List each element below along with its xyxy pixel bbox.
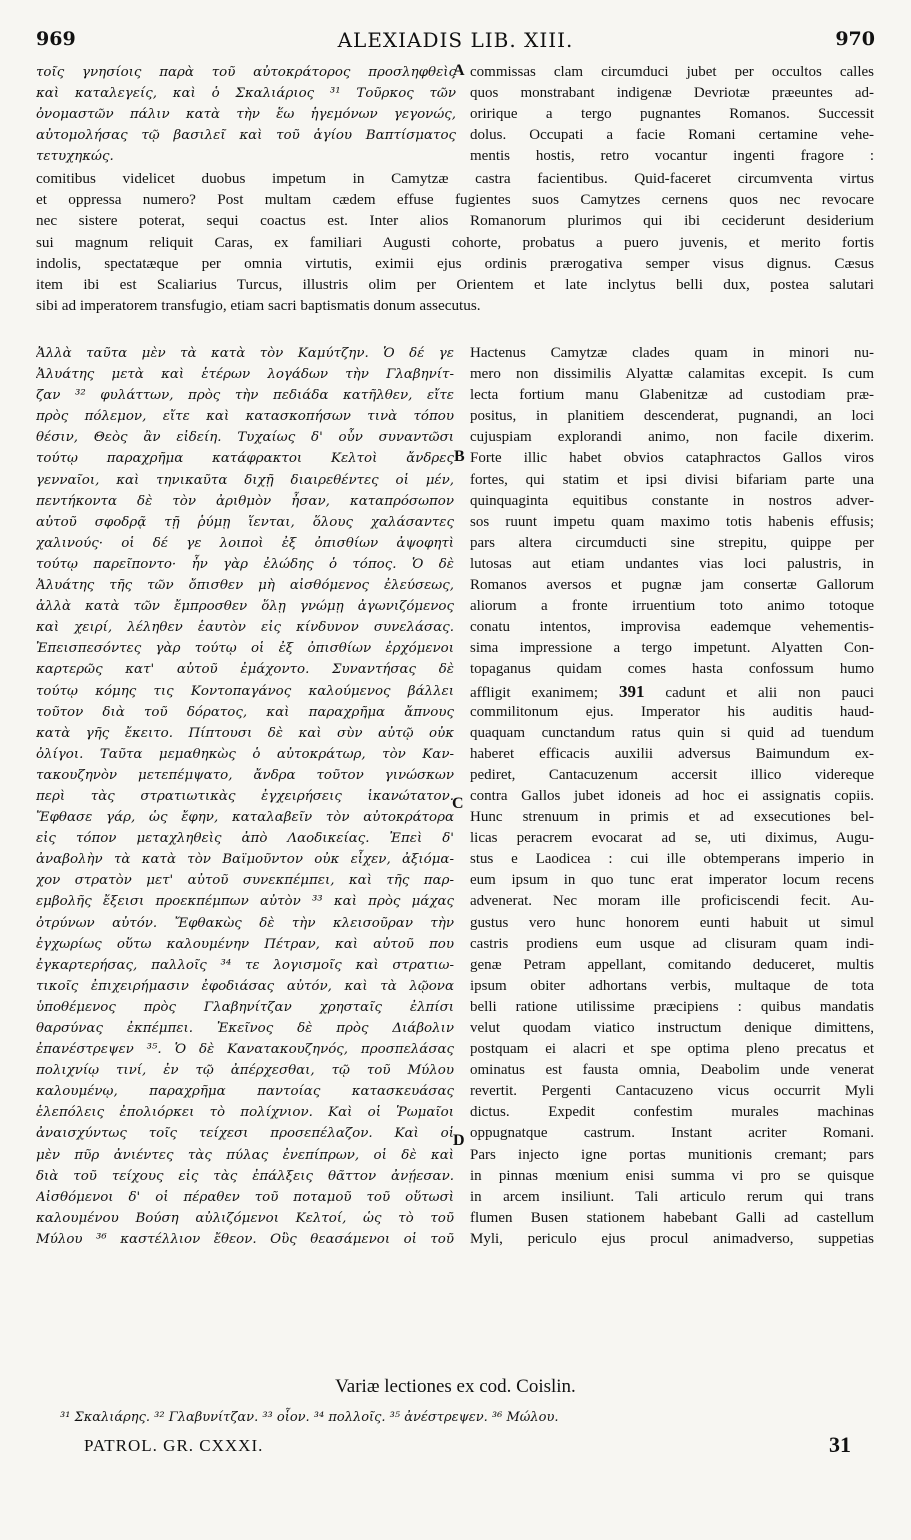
text-line: καὶ χειρί, λέληθεν ἑαυτὸν εἰς κίνδυνον συνελάσας. [36, 620, 454, 636]
greek-main-column [36, 343, 454, 1250]
text-line: τικοῖς ἐπιχειρήμασιν ἐφοδιάσας αὐτόν, καὶ τὰ λῷονα [36, 978, 454, 994]
text-line: καλουμένου Βούση αὐλιζόμενοι Κελτοί, ὡς τὸ τοῦ [36, 1210, 454, 1226]
text-line: commilitonum ejus. Imperator his auditis haud- [470, 703, 874, 720]
text-line: haberet efficacis auxilii adversus Baimundum ex- [470, 745, 874, 762]
top-latin-column [470, 62, 874, 167]
text-line: castris prodiens eum usque ad clisuram quam indi- [470, 935, 874, 952]
margin-letter-a: A [453, 62, 465, 79]
text-line: διὰ τοῦ τείχους εἰς τὰς ἐπάλξεις θᾶττον ἀνῄεσαν. [36, 1168, 454, 1184]
text-line: sui magnum reliquit Caras, ex familiari Augusti cohorte, probatus a puero juvenis, et merito fortis [36, 233, 874, 251]
text-line: ὑποθέμενος πρὸς Γλαβηνίτζαν χρησταῖς ἐλπίσι [36, 999, 454, 1015]
page-header [0, 28, 911, 58]
running-title: ALEXIADIS LIB. XIII. [337, 28, 574, 52]
text-line: indolis, spectatæque per omnia virtutis, eximii ejus ordinis prærogativa semper visus dignus. Cæsus [36, 254, 874, 272]
text-line: pars altera circumducti sine strepitu, quippe per [470, 534, 874, 551]
text-line: εμβολῆς ἔξεισι προεκπέμπων αὐτὸν ³³ καὶ πρὸς μάχας [36, 894, 454, 910]
text-line: ὀλίγοι. Ταῦτα μεμαθηκὼς ὁ αὐτοκράτωρ, τὸν Καν- [36, 746, 454, 762]
text-line: commissas clam circumduci jubet per occultos calles [470, 64, 874, 80]
text-line: Forte illic habet obvios cataphractos Gallos viros [470, 450, 874, 467]
text-line: καὶ καταλεγείς, καὶ ὁ Σκαλιάριος ³¹ Τοῦρκος τῶν [36, 86, 456, 102]
text-line: et oppressa numero? Post multam cædem effuse fugientes suos Camytzes cernens quos nec revocare [36, 191, 874, 209]
text-line: topaganus quidam comes hasta confossum humo [470, 661, 874, 678]
text-line: ὀτρύνων αὐτόν. Ἔφθακὼς δὲ τὴν κλεισοῦραν τὴν [36, 915, 454, 931]
text-line: πολιχνίῳ τινί, ἐν τῷ ἀπέρχεσθαι, τῷ τοῦ Μύλου [36, 1063, 454, 1079]
text-line: ominatus est fausta omnia, Deabolim unde venerat [470, 1062, 874, 1079]
text-line: ἐπανέστρεψεν ³⁵. Ὁ δὲ Κανατακουζηνός, προσπελάσας [36, 1042, 454, 1058]
text-line: oppugnatque castrum. Instant acriter Romani. [470, 1125, 874, 1142]
text-line: sos ruunt impetu quam maximo totis habenis effusis; [470, 513, 874, 530]
text-line: nec sistere poterat, sequi coactus est. Inter alios Romanorum plurimos qui ibi ceciderunt desiderium [36, 212, 874, 230]
text-line: περὶ τὰς στρατιωτικὰς ἐγχειρήσεις ἱκανώτατον. [36, 788, 454, 804]
text-line: pediret, Cantacuzenum accersit illico videreque [470, 766, 874, 783]
text-line: ἀναβολὴν τὰ κατὰ τὸν Βαϊμοῦντον οὐκ εἶχεν, ἀξιόμα- [36, 852, 454, 868]
text-line: θαρσύνας ἐκπέμπει. Ἐκεῖνος δὲ πρὸς Διάβολιν [36, 1021, 454, 1036]
text-line: quos monstrabant indigenæ Devriotæ præeuntes ad- [470, 85, 874, 102]
text-line: ἀλλὰ κατὰ τῶν ἔμπροσθεν ὅλῃ γνώμῃ ἀγωνιζόμενος [36, 599, 454, 615]
text-line: contra Gallos jubet idoneis ad hoc ei assignatis copiis. [470, 787, 874, 804]
text-line: γενναῖοι, καὶ τηνικαῦτα διχῇ διαιρεθέντες οἱ μέν, [36, 472, 454, 488]
text-line: comitibus videlicet duobus impetum in Camytzæ castra facientibus. Quid-faceret circumventa virtus [36, 170, 874, 187]
text-line: mentis hostis, retro vocantur ingenti fragore : [470, 148, 874, 165]
text-line: item ibi est Scaliarius Turcus, illustris olim per Orientem et late inclytus belli dux, postea salutari [36, 275, 874, 293]
text-line: χον στρατὸν μετ' αὐτοῦ συνεκπέμπει, καὶ τῆς παρ- [36, 873, 454, 889]
text-line: conatu intentos, improvisa eademque vehementis- [470, 619, 874, 636]
text-line: postquam ei alacri et spe optima pleno precatus et [470, 1041, 874, 1058]
text-line: καλουμένῳ, παραχρῆμα παντοίας κατασκευάσας [36, 1084, 454, 1100]
text-line: flumen Busen stationem habebant Galli ad castellum [470, 1209, 874, 1226]
text-line: sima impressione a tergo impetunt. Alyatten Con- [470, 640, 874, 657]
text-line: πεντήκοντα δὲ τὸν ἀριθμὸν ἦσαν, καταπρόσωπον [36, 493, 454, 509]
text-line: ἑλεπόλεις ἐπολιόρκει τὸ πολίχνιον. Καὶ οἱ Ῥωμαῖοι [36, 1105, 454, 1121]
text-line: quaquam cunctandum ratus quin si quid ad tuendum [470, 724, 874, 741]
page-number-left: 969 [36, 28, 76, 50]
variae-lectiones-title: Variæ lectiones ex cod. Coislin. [335, 1376, 576, 1397]
text-line: gustus vero hunc honorem eunti habuit ut simul [470, 914, 874, 931]
text-line: oririque a tergo pugnantes Romanos. Successit [470, 106, 874, 123]
text-line: sibi ad imperatorem transfugio, etiam sacri baptismatis donum assecutus. [36, 297, 481, 315]
column-number-marker: 391 [619, 681, 645, 701]
text-line: cujuspiam explorandi animo, non facile dixerim. [470, 429, 874, 446]
text-line: κατὰ γῆς ἔκειτο. Πίπτουσι δὲ καὶ σὺν αὐτῷ οὐκ [36, 725, 454, 741]
text-line: τακουζηνὸν μετεπέμψατο, ἄνδρα τοῦτον γινώσκων [36, 767, 454, 783]
text-line: ἀναισχύντως τοῖς τείχεσι προσεπέλαζον. Καὶ οἱ [36, 1126, 454, 1142]
full-width-latin [36, 168, 874, 316]
text-line: ἐγκαρτερήσας, παλλοῖς ³⁴ τε λογισμοῖς καὶ στρατιω- [36, 957, 454, 973]
text-line: quinquaginta equitibus constante in nostros adver- [470, 492, 874, 509]
text-line: velut quodam viatico instructum denique dimittens, [470, 1020, 874, 1036]
text-line: fortes, qui statim et ipsi divisi bifariam parte una [470, 471, 874, 488]
text-line: θέσιν, Θεὸς ἂν εἰδείη. Τυχαίως δ' οὖν συναντῶσι [36, 430, 454, 446]
text-line: positus, in planitiem descenderat, pugnandi, an loci [470, 408, 874, 425]
text-line: Myli, periculo ejus procul animadverso, suppetias [470, 1230, 874, 1247]
text-line: αὐτομολήσας τῷ βασιλεῖ καὶ τοῦ ἁγίου Βαπτίσματος [36, 128, 456, 144]
text-line: τετυχηκώς. [36, 149, 114, 165]
text-line: Ἔφθασε γάρ, ὡς ἔφην, καταλαβεῖν τὸν αὐτοκράτορα [36, 810, 454, 826]
text-line: affligit exanimem; 391 cadunt et alii non pauci [470, 681, 874, 701]
margin-letter-b: B [454, 448, 465, 465]
text-line: aliorum a fronte irruentium toto animo totoque [470, 598, 874, 615]
page-number-right: 970 [835, 28, 875, 50]
text-line: τούτῳ παραχρῆμα κατάφρακτοι Κελτοὶ ἄνδρες [36, 451, 454, 467]
text-line: advenerat. Nec moram ille proficiscendi fecit. Au- [470, 893, 874, 910]
text-line: in arcem insiliunt. Tali articulo rerum qui trans [470, 1188, 874, 1205]
text-line: ipsum obiter adhortans verbis, multaque de tota [470, 977, 874, 994]
text-line: lecta fortium manu Glabenitzæ ad custodiam præ- [470, 387, 874, 404]
text-line: belli ratione utilissime præcipiens : quibus mandatis [470, 998, 874, 1015]
text-line: τούτῳ παρεῖποντο· ἦν γὰρ ἐλώδης ὁ τόπος. Ὁ δὲ [36, 556, 454, 572]
text-line: Ἀλυάτης τῆς τῶν ὄπισθεν μὴ αἰσθόμενος ἐλεύσεως, [36, 578, 454, 594]
text-line: ὀνομαστῶν πάλιν κατὰ τὴν ἕω ἡγεμόνων γεγονώς, [36, 107, 456, 123]
text-line: mero non dissimilis Alyattæ calamitas excepit. Is cum [470, 366, 874, 383]
text-line: dictus. Expedit confestim murales machinas [470, 1104, 874, 1121]
text-line: Ἀλυάτης μετὰ καὶ ἑτέρων λογάδων τὴν Γλαβηνίτ- [36, 367, 454, 383]
text-line: Pars injecto igne portas munitionis cremant; pars [470, 1146, 874, 1163]
text-line: ζαν ³² φυλάττων, πρὸς τὴν πεδιάδα κατῆλθεν, εἴτε [36, 388, 454, 404]
text-line: Romanos aversos et pugnæ jam consertæ Gallorum [470, 577, 874, 594]
text-line: Hactenus Camytzæ clades quam in minori nu- [470, 345, 874, 361]
text-line: stus e Laodicea : cui ille obtemperans imperio in [470, 851, 874, 868]
text-line: τούτῳ κόμης τις Κοντοπαγάνος καλούμενος βάλλει [36, 683, 454, 699]
text-line: Ἐπεισπεσόντες γὰρ τούτῳ οἱ ἐξ ὀπισθίων ἐρχόμενοι [36, 641, 454, 657]
text-line: καρτερῶς κατ' αὐτοῦ ἐμάχοντο. Συναντήσας δὲ [36, 662, 454, 678]
top-greek-column [36, 62, 456, 167]
text-line: τοῖς γνησίοις παρὰ τοῦ αὐτοκράτορος προσληφθεὶς [36, 65, 456, 80]
patrologia-signature: PATROL. GR. CXXXI. [84, 1436, 264, 1455]
text-line: licas peracrem evocarat ad se, uti diximus, Augu- [470, 830, 874, 847]
text-line: Αἰσθόμενοι δ' οἱ πέραθεν τοῦ ποταμοῦ τοῦ οὕτωσὶ [36, 1189, 454, 1205]
text-line: Μύλου ³⁶ καστέλλιον ἔθεον. Οὓς θεασάμενοι οἱ τοῦ [36, 1231, 454, 1247]
text-line: τοῦτον διὰ τοῦ δόρατος, καὶ παραχρῆμα ἄπνους [36, 704, 454, 720]
text-line: εἰς τόπον μεταχληθεὶς ἀπὸ Λαοδικείας. Ἐπεὶ δ' [36, 831, 454, 847]
text-line: dolus. Occupati a facie Romani certamine vehe- [470, 127, 874, 144]
latin-main-column [470, 343, 874, 1250]
text-line: genæ Petram appellant, comitando deduceret, multis [470, 956, 874, 973]
text-line: πρὸς πόλεμον, εἴτε καὶ κατασκοπήσων τινὰ τόπου [36, 409, 454, 425]
text-line: μὲν πῦρ ἀνιέντες τὰς πύλας ἐνεπίπρων, οἱ δὲ καὶ [36, 1147, 454, 1163]
text-line: ἐγχωρίως οὕτω καλουμένην Πέτραν, καὶ αὐτοῦ που [36, 936, 454, 952]
text-line: Ἀλλὰ ταῦτα μὲν τὰ κατὰ τὸν Καμύτζην. Ὁ δέ γε [36, 346, 454, 361]
margin-letter-d: D [453, 1132, 465, 1149]
text-line: χαλινούς· οἱ δέ γε λοιποὶ ἐξ ὀπισθίων ἀψοφητὶ [36, 535, 454, 551]
margin-letter-c: C [452, 795, 464, 812]
text-line: in pinnas mœnium enisi summa vi pro se quisque [470, 1167, 874, 1184]
text-line: αὐτοῦ σφοδρᾷ τῇ ῥύμῃ ἵενται, ὅλους χαλάσαντες [36, 514, 454, 530]
text-line: eum ipsum in quo tunc erat imperator locum recens [470, 872, 874, 889]
text-line: Hunc strenuum in primis et ad exsecutiones bel- [470, 809, 874, 826]
gathering-signature: 31 [829, 1432, 851, 1457]
text-line: lutosas aut etiam undantes vias loci palustris, in [470, 555, 874, 572]
text-line: revertit. Pergenti Cantacuzeno vicus occurrit Myli [470, 1083, 874, 1100]
variant-notes: ³¹ Σκαλιάρης. ³² Γλαβυνίτζαν. ³³ οἷον. ³⁴ πολλοῖς. ³⁵ ἀνέστρεψεν. ³⁶ Μώλου. [60, 1410, 559, 1425]
